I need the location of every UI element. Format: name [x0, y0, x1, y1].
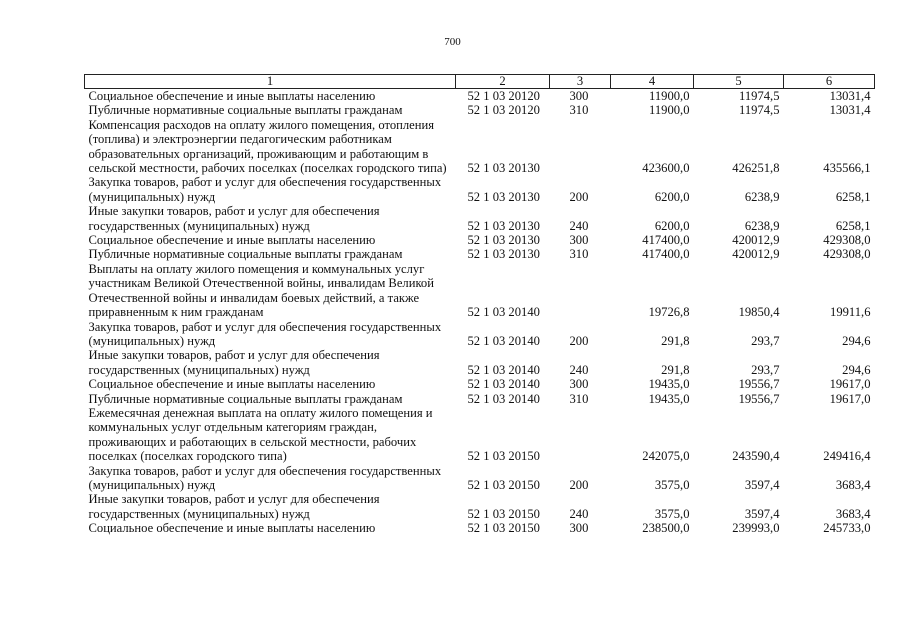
row-expense-type-cell: 310	[569, 247, 589, 262]
row-value-col4-cell: 19726,8	[648, 305, 690, 320]
row-expense-type-cell: 240	[569, 218, 589, 233]
row-code-cell: 52 1 03 20120	[467, 89, 540, 103]
table-row	[85, 89, 875, 104]
table-header	[85, 75, 875, 89]
row-value-col5-cell: 420012,9	[732, 247, 780, 262]
row-code-cell: 52 1 03 20140	[467, 377, 540, 392]
row-name-cell: Социальное обеспечение и иные выплаты населению	[88, 233, 376, 248]
table-row	[85, 175, 875, 204]
table-row	[85, 521, 875, 535]
table-row	[85, 204, 875, 233]
row-code-cell: 52 1 03 20150	[467, 477, 540, 492]
row-expense-type-cell: 300	[569, 521, 589, 536]
row-expense-type-cell: 200	[569, 477, 589, 492]
row-expense-type-cell: 240	[569, 362, 589, 377]
header-col-5: 5	[694, 75, 784, 89]
row-value-col4-cell: 291,8	[661, 362, 690, 377]
row-value-col6-cell: 294,6	[842, 362, 871, 377]
row-value-col5-cell: 6238,9	[744, 189, 780, 204]
row-value-col5-cell: 293,7	[751, 333, 780, 348]
row-value-col6-cell: 429308,0	[823, 233, 871, 248]
row-code-cell: 52 1 03 20140	[467, 305, 540, 320]
row-value-col5-cell: 420012,9	[732, 233, 780, 248]
header-col-1: 1	[85, 75, 456, 89]
row-value-col4-cell: 417400,0	[642, 233, 690, 248]
row-name-cell: Социальное обеспечение и иные выплаты населению	[88, 521, 376, 536]
row-expense-type-cell: 300	[569, 89, 589, 103]
row-expense-type-cell	[550, 406, 611, 464]
row-name-cell: Социальное обеспечение и иные выплаты населению	[88, 377, 376, 392]
row-expense-type-cell	[550, 118, 611, 176]
row-code-cell: 52 1 03 20120	[467, 103, 540, 118]
row-value-col6-cell: 3683,4	[835, 506, 871, 521]
table-row	[85, 464, 875, 493]
row-expense-type-cell: 200	[569, 189, 589, 204]
row-value-col4-cell: 417400,0	[642, 247, 690, 262]
row-name-cell: Социальное обеспечение и иные выплаты населению	[88, 89, 376, 103]
row-value-col6-cell: 13031,4	[829, 89, 871, 103]
row-value-col5-cell: 11974,5	[739, 89, 780, 103]
table-row	[85, 406, 875, 464]
header-row	[85, 75, 875, 89]
row-code-cell: 52 1 03 20140	[467, 362, 540, 377]
table-row	[85, 233, 875, 247]
row-name-cell: Иные закупки товаров, работ и услуг для обеспечения государственных (муниципальных) нужд	[88, 492, 380, 521]
row-code-cell: 52 1 03 20130	[467, 218, 540, 233]
row-value-col5-cell: 243590,4	[732, 449, 780, 464]
row-name-cell: Выплаты на оплату жилого помещения и коммунальных услуг участникам Великой Отечественной войны, инвалидам Великой Отечественной войны и инвалидам боевых действий, а также приравненным к ним гражданам	[88, 261, 434, 320]
row-value-col4-cell: 11900,0	[649, 103, 690, 118]
row-code-cell: 52 1 03 20150	[467, 521, 540, 536]
header-col-3: 3	[550, 75, 611, 89]
table-row	[85, 492, 875, 521]
row-value-col6-cell: 249416,4	[823, 449, 871, 464]
row-name-cell: Иные закупки товаров, работ и услуг для обеспечения государственных (муниципальных) нужд	[88, 204, 380, 233]
row-value-col5-cell: 19556,7	[738, 391, 780, 406]
row-value-col4-cell: 6200,0	[654, 189, 690, 204]
row-code-cell: 52 1 03 20150	[467, 449, 540, 464]
row-code-cell: 52 1 03 20130	[467, 233, 540, 248]
row-name-cell: Ежемесячная денежная выплата на оплату жилого помещения и коммунальных услуг отдельным категориям граждан, проживающих и работающих в сельской местности, рабочих поселках (поселках городского типа)	[88, 405, 433, 464]
row-name-cell: Публичные нормативные социальные выплаты гражданам	[88, 247, 403, 262]
row-value-col4-cell: 291,8	[661, 333, 690, 348]
table-row	[85, 247, 875, 261]
row-value-col6-cell: 435566,1	[823, 161, 871, 176]
row-code-cell: 52 1 03 20130	[467, 161, 540, 176]
row-name-cell: Закупка товаров, работ и услуг для обеспечения государственных (муниципальных) нужд	[88, 175, 442, 204]
row-value-col5-cell: 426251,8	[732, 161, 780, 176]
row-value-col4-cell: 423600,0	[642, 161, 690, 176]
row-code-cell: 52 1 03 20140	[467, 333, 540, 348]
row-value-col6-cell: 19617,0	[829, 377, 871, 392]
header-col-4: 4	[611, 75, 694, 89]
budget-table	[84, 74, 875, 536]
row-value-col6-cell: 245733,0	[823, 521, 871, 536]
budget-table-container	[84, 74, 874, 536]
row-expense-type-cell	[550, 262, 611, 320]
row-code-cell: 52 1 03 20140	[467, 391, 540, 406]
row-expense-type-cell: 310	[569, 103, 589, 118]
table-row	[85, 392, 875, 406]
row-name-cell: Закупка товаров, работ и услуг для обеспечения государственных (муниципальных) нужд	[88, 463, 442, 492]
row-code-cell: 52 1 03 20150	[467, 506, 540, 521]
row-value-col6-cell: 6258,1	[835, 189, 871, 204]
row-value-col5-cell: 3597,4	[744, 477, 780, 492]
row-value-col5-cell: 11974,5	[739, 103, 780, 118]
row-value-col6-cell: 19911,6	[830, 305, 871, 320]
row-value-col4-cell: 238500,0	[642, 521, 690, 536]
table-row	[85, 377, 875, 391]
row-expense-type-cell: 300	[569, 233, 589, 248]
row-code-cell: 52 1 03 20130	[467, 247, 540, 262]
row-expense-type-cell: 300	[569, 377, 589, 392]
row-value-col6-cell: 429308,0	[823, 247, 871, 262]
row-name-cell: Иные закупки товаров, работ и услуг для обеспечения государственных (муниципальных) нужд	[88, 348, 380, 377]
row-expense-type-cell: 310	[569, 391, 589, 406]
page-number: 700	[444, 36, 461, 48]
row-expense-type-cell: 240	[569, 506, 589, 521]
table-row	[85, 118, 875, 176]
table-row	[85, 103, 875, 117]
row-expense-type-cell: 200	[569, 333, 589, 348]
row-code-cell: 52 1 03 20130	[467, 189, 540, 204]
row-name-cell: Компенсация расходов на оплату жилого помещения, отопления (топлива) и электроэнергии педагогическим работникам образовательных организаций, проживающим и работающим в сельской местности, рабочих поселках (поселках городского типа)	[88, 117, 447, 176]
row-value-col6-cell: 6258,1	[835, 218, 871, 233]
row-name-cell: Публичные нормативные социальные выплаты гражданам	[88, 391, 403, 406]
row-value-col5-cell: 239993,0	[732, 521, 780, 536]
row-value-col4-cell: 242075,0	[642, 449, 690, 464]
table-row	[85, 348, 875, 377]
row-value-col5-cell: 6238,9	[744, 218, 780, 233]
row-value-col4-cell: 19435,0	[648, 377, 690, 392]
row-name-cell: Публичные нормативные социальные выплаты гражданам	[88, 103, 403, 118]
row-value-col5-cell: 293,7	[751, 362, 780, 377]
row-value-col6-cell: 13031,4	[829, 103, 871, 118]
row-value-col5-cell: 19850,4	[738, 305, 780, 320]
row-value-col6-cell: 19617,0	[829, 391, 871, 406]
row-value-col5-cell: 19556,7	[738, 377, 780, 392]
row-value-col4-cell: 6200,0	[654, 218, 690, 233]
header-col-2: 2	[456, 75, 550, 89]
row-value-col4-cell: 19435,0	[648, 391, 690, 406]
row-value-col6-cell: 3683,4	[835, 477, 871, 492]
table-body	[85, 89, 875, 536]
row-name-cell: Закупка товаров, работ и услуг для обеспечения государственных (муниципальных) нужд	[88, 319, 442, 348]
row-value-col4-cell: 3575,0	[654, 506, 690, 521]
table-row	[85, 320, 875, 349]
row-value-col5-cell: 3597,4	[744, 506, 780, 521]
table-row	[85, 262, 875, 320]
header-col-6: 6	[784, 75, 875, 89]
row-value-col4-cell: 3575,0	[654, 477, 690, 492]
row-value-col4-cell: 11900,0	[649, 89, 690, 103]
row-value-col6-cell: 294,6	[842, 333, 871, 348]
